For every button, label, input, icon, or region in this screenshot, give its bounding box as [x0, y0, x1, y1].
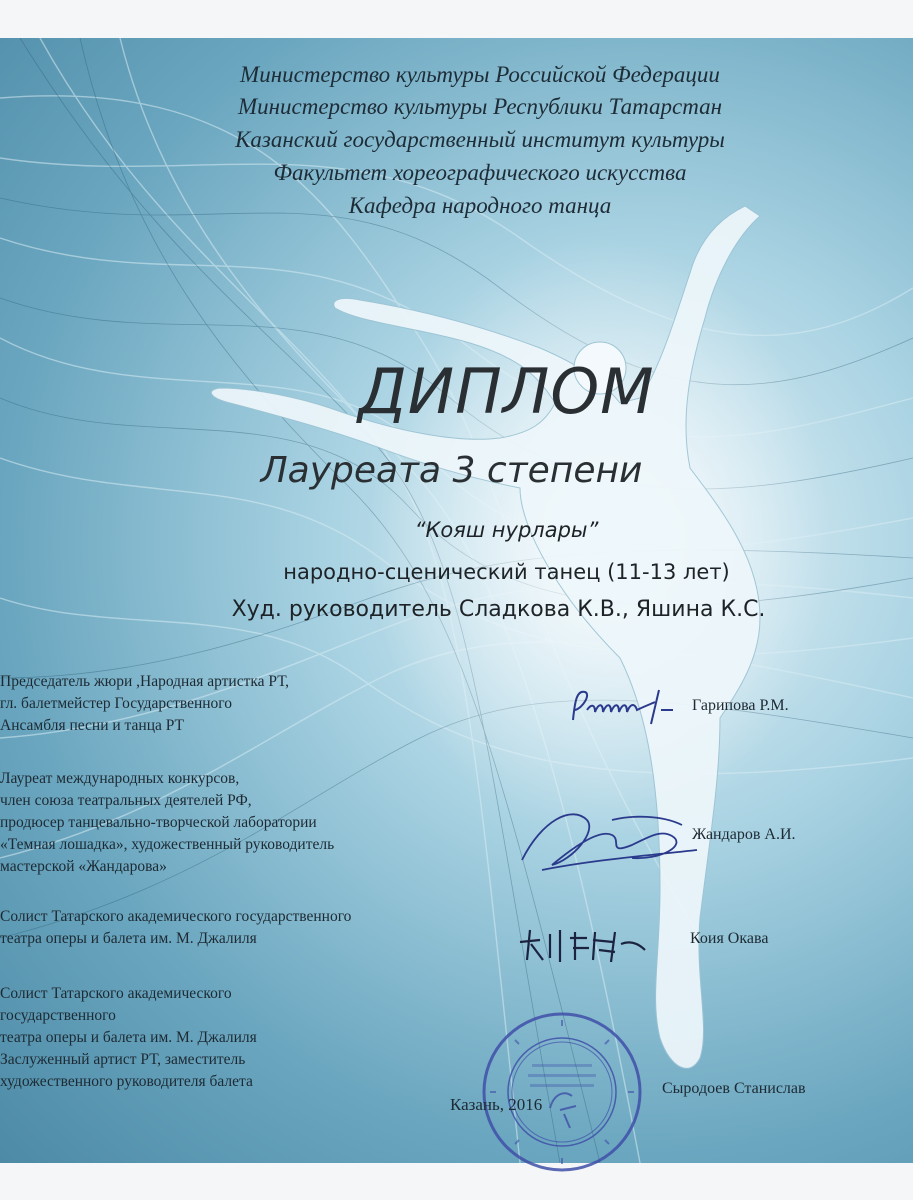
- laureate-degree: Лауреата 3 степени: [260, 450, 643, 491]
- signature-garipova: [565, 680, 685, 730]
- jury-member-4-title: Солист Татарского академического государственного театра оперы и балета им. М. Джалиля Заслуженный артист РТ, заместитель художественного руководителя балета: [0, 985, 257, 1090]
- jury-member-2-name: Жандаров А.И.: [692, 826, 796, 843]
- institute-seal-stamp: [480, 1010, 645, 1175]
- place-and-date: Казань, 2016: [450, 1095, 543, 1114]
- jury-member-3-title: Солист Татарского академического государственного театра оперы и балета им. М. Джалиля: [0, 908, 352, 947]
- jury-member-1-name: Гарипова Р.М.: [692, 697, 789, 714]
- jury-member-1-title: Председатель жюри ,Народная артистка РТ, гл. балетмейстер Государственного Ансамбля песни и танца РТ: [0, 673, 290, 734]
- jury-member-3-name: Коия Окава: [690, 930, 769, 947]
- header-line-department: Кафедра народного танца: [348, 193, 612, 218]
- jury-member-4-name: Сыродоев Станислав: [662, 1080, 806, 1097]
- artistic-directors: Худ. руководитель Сладкова К.В., Яшина К.С.: [231, 597, 766, 622]
- dance-category: народно-сценический танец (11-13 лет): [283, 560, 730, 584]
- diploma-title: ДИПЛОМ: [358, 355, 655, 428]
- header-line-faculty: Факультет хореографического искусства: [273, 160, 687, 185]
- signature-okava: [515, 920, 655, 970]
- header-line-ministry-rf: Министерство культуры Российской Федерации: [240, 62, 720, 87]
- jury-member-2-title: Лауреат международных конкурсов, член союза театральных деятелей РФ, продюсер танцевально-творческой лаборатории «Темная лошадка», художественный руководитель мастерской «Жандарова»: [0, 770, 335, 875]
- header-line-ministry-rt: Министерство культуры Республики Татарстан: [237, 94, 723, 119]
- performance-title: “Кояш нурлары”: [414, 518, 599, 542]
- header-line-institute: Казанский государственный институт культуры: [235, 127, 725, 152]
- signature-zhandarov: [512, 800, 702, 880]
